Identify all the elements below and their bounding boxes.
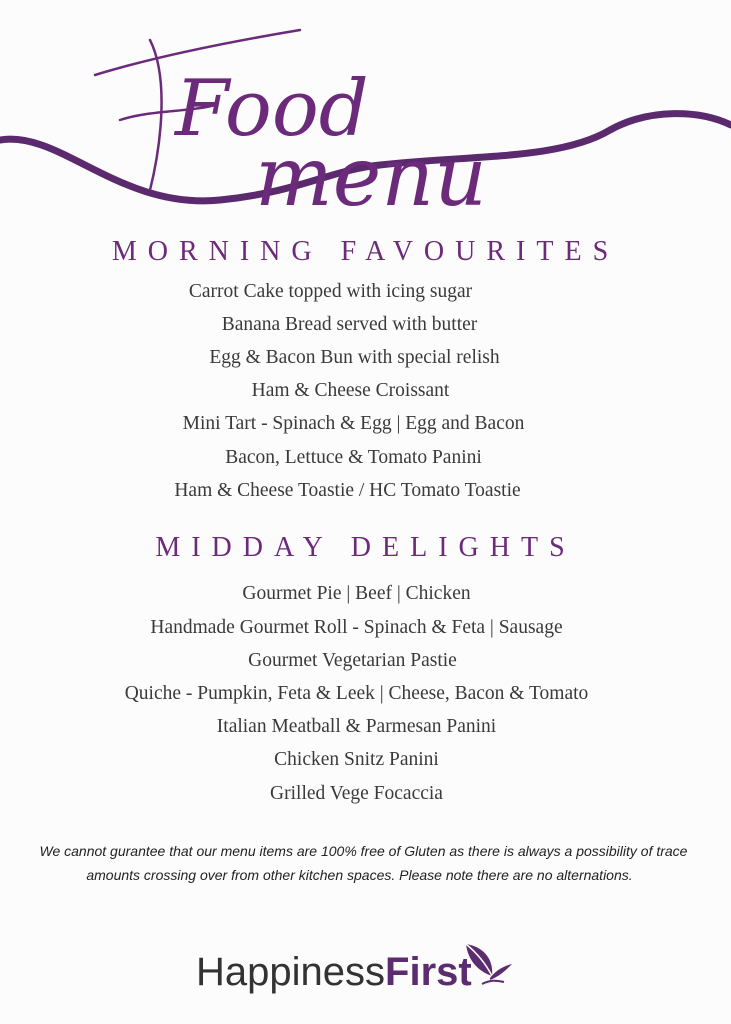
logo-text-happiness: Happiness <box>196 950 386 994</box>
menu-item: Chicken Snitz Panini <box>274 749 439 770</box>
section-title-morning: MORNING FAVOURITES <box>111 236 620 267</box>
menu-item: Egg & Bacon Bun with special relish <box>209 347 500 368</box>
menu-item: Mini Tart - Spinach & Egg | Egg and Bacon <box>182 413 525 434</box>
disclaimer-line-1: We cannot gurantee that our menu items are 100% free of Gluten as there is always a possibility of trace <box>39 843 688 859</box>
title-food: Food <box>175 64 369 154</box>
title-menu: menu <box>255 130 487 225</box>
menu-item: Handmade Gourmet Roll - Spinach & Feta | Sausage <box>150 617 563 638</box>
menu-item: Carrot Cake topped with icing sugar <box>188 281 473 302</box>
menu-item: Bacon, Lettuce & Tomato Panini <box>225 447 482 468</box>
section-title-midday: MIDDAY DELIGHTS <box>155 532 576 563</box>
menu-item: Banana Bread served with butter <box>221 314 478 335</box>
menu-item: Ham & Cheese Croissant <box>251 380 450 401</box>
menu-item: Quiche - Pumpkin, Feta & Leek | Cheese, Bacon & Tomato <box>124 683 589 704</box>
menu-item: Ham & Cheese Toastie / HC Tomato Toastie <box>174 480 521 501</box>
menu-item: Gourmet Vegetarian Pastie <box>248 650 457 671</box>
leaf-bird-icon <box>460 940 516 988</box>
logo-text-first: First <box>385 950 472 994</box>
happiness-first-logo <box>196 940 516 1002</box>
header-title-art <box>0 0 731 230</box>
disclaimer-line-2: amounts crossing over from other kitchen spaces. Please note there are no alternations. <box>86 867 633 883</box>
menu-item: Gourmet Pie | Beef | Chicken <box>242 583 471 604</box>
menu-item: Italian Meatball & Parmesan Panini <box>216 716 497 737</box>
menu-item: Grilled Vege Focaccia <box>270 783 443 804</box>
logo-wordmark <box>196 950 472 995</box>
